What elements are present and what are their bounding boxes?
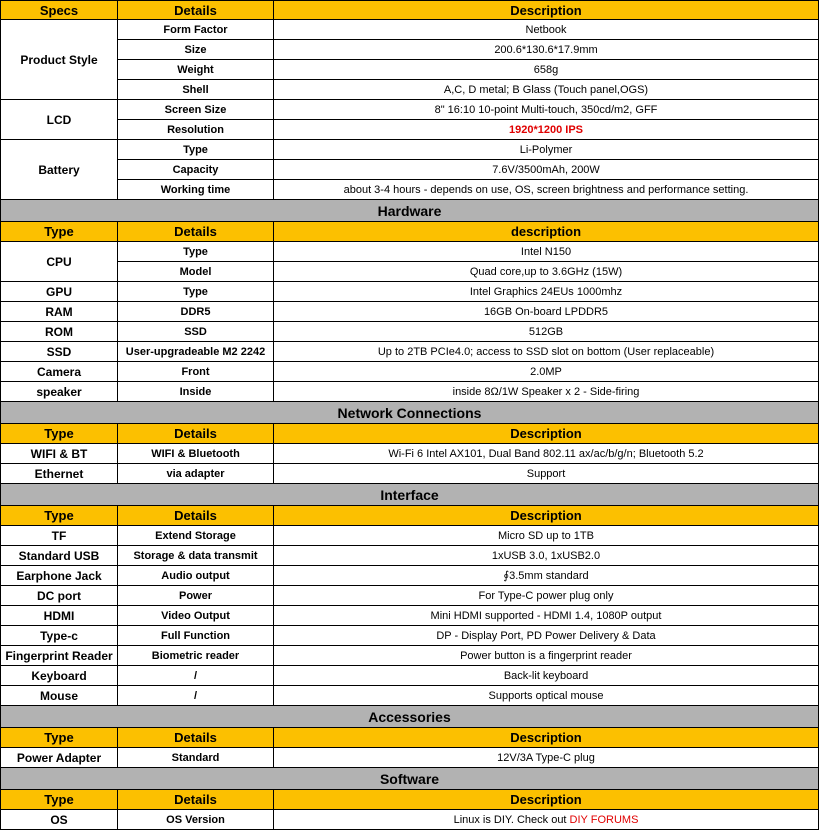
detail-cell: Audio output [118,566,274,586]
detail-cell: Resolution [118,120,274,140]
description-cell [274,810,819,830]
type-cell: DC port [1,586,118,606]
detail-cell: Capacity [118,160,274,180]
table-row [1,382,819,402]
detail-cell: Full Function [118,626,274,646]
header-row [1,1,819,20]
section-row [1,768,819,790]
description-cell: Quad core,up to 3.6GHz (15W) [274,262,819,282]
description-cell: 1xUSB 3.0, 1xUSB2.0 [274,546,819,566]
type-cell: speaker [1,382,118,402]
detail-cell: Type [118,140,274,160]
header-description: Description [274,790,819,810]
table-row [1,362,819,382]
header-description: description [274,222,819,242]
description-cell: 658g [274,60,819,80]
table-row [1,40,819,60]
description-cell: 512GB [274,322,819,342]
table-row [1,20,819,40]
detail-cell: Inside [118,382,274,402]
description-cell: Micro SD up to 1TB [274,526,819,546]
header-type: Type [1,790,118,810]
table-row [1,666,819,686]
detail-cell: Weight [118,60,274,80]
description-cell: Supports optical mouse [274,686,819,706]
description-cell: 16GB On-board LPDDR5 [274,302,819,322]
detail-cell: User-upgradeable M2 2242 [118,342,274,362]
description-cell: Support [274,464,819,484]
description-cell: DP - Display Port, PD Power Delivery & Data [274,626,819,646]
description-cell: 200.6*130.6*17.9mm [274,40,819,60]
table-row [1,100,819,120]
row-label-battery: Battery [1,140,118,200]
type-cell: TF [1,526,118,546]
section-title-software: Software [1,768,819,790]
table-row [1,646,819,666]
type-cell: Power Adapter [1,748,118,768]
detail-cell: DDR5 [118,302,274,322]
header-details: Details [118,790,274,810]
table-row [1,444,819,464]
diy-forums-link[interactable]: DIY FORUMS [569,813,639,826]
description-cell: Up to 2TB PCIe4.0; access to SSD slot on bottom (User replaceable) [274,342,819,362]
header-details: Details [118,1,274,20]
detail-cell: Power [118,586,274,606]
detail-cell: Standard [118,748,274,768]
detail-cell: Storage & data transmit [118,546,274,566]
description-cell: 2.0MP [274,362,819,382]
row-label-cpu: CPU [1,242,118,282]
description-cell: Power button is a fingerprint reader [274,646,819,666]
description-cell: Mini HDMI supported - HDMI 1.4, 1080P output [274,606,819,626]
header-description: Description [274,1,819,20]
detail-cell: Biometric reader [118,646,274,666]
detail-cell: Extend Storage [118,526,274,546]
header-row [1,222,819,242]
description-cell: 7.6V/3500mAh, 200W [274,160,819,180]
header-details: Details [118,728,274,748]
table-row [1,464,819,484]
table-row [1,586,819,606]
table-row [1,626,819,646]
type-cell: RAM [1,302,118,322]
type-cell: GPU [1,282,118,302]
section-title-accessories: Accessories [1,706,819,728]
header-row [1,790,819,810]
table-row [1,810,819,830]
header-type: Type [1,506,118,526]
header-details: Details [118,506,274,526]
header-row [1,728,819,748]
detail-cell: Shell [118,80,274,100]
header-type: Specs [1,1,118,20]
description-cell: Intel N150 [274,242,819,262]
table-row [1,302,819,322]
header-description: Description [274,506,819,526]
detail-cell: Type [118,282,274,302]
type-cell: HDMI [1,606,118,626]
type-cell: ROM [1,322,118,342]
header-row [1,506,819,526]
table-row [1,242,819,262]
type-cell: Mouse [1,686,118,706]
description-cell: about 3-4 hours - depends on use, OS, screen brightness and performance setting. [274,180,819,200]
description-cell: inside 8Ω/1W Speaker x 2 - Side-firing [274,382,819,402]
section-row [1,706,819,728]
header-type: Type [1,728,118,748]
table-row [1,120,819,140]
table-row [1,180,819,200]
section-title-network: Network Connections [1,402,819,424]
table-row [1,342,819,362]
description-cell: Li-Polymer [274,140,819,160]
header-details: Details [118,222,274,242]
table-row [1,546,819,566]
type-cell: Type-c [1,626,118,646]
detail-cell: Form Factor [118,20,274,40]
detail-cell: Size [118,40,274,60]
type-cell: Earphone Jack [1,566,118,586]
detail-cell: via adapter [118,464,274,484]
detail-cell: Video Output [118,606,274,626]
type-cell: Fingerprint Reader [1,646,118,666]
detail-cell: Model [118,262,274,282]
type-cell: SSD [1,342,118,362]
section-title-interface: Interface [1,484,819,506]
section-title-hardware: Hardware [1,200,819,222]
description-cell: For Type-C power plug only [274,586,819,606]
description-cell: Back-lit keyboard [274,666,819,686]
detail-cell: WIFI & Bluetooth [118,444,274,464]
table-row [1,262,819,282]
table-row [1,282,819,302]
detail-cell: Type [118,242,274,262]
type-cell: Ethernet [1,464,118,484]
detail-cell: / [118,666,274,686]
type-cell: Keyboard [1,666,118,686]
detail-cell: SSD [118,322,274,342]
detail-cell: OS Version [118,810,274,830]
resolution-value: 1920*1200 IPS [274,120,819,140]
description-cell: Intel Graphics 24EUs 1000mhz [274,282,819,302]
table-row [1,160,819,180]
section-row [1,200,819,222]
os-description-text: Linux is DIY. Check out [453,813,570,826]
type-cell: Standard USB [1,546,118,566]
row-label-lcd: LCD [1,100,118,140]
table-row [1,80,819,100]
table-row [1,322,819,342]
table-row [1,60,819,80]
detail-cell: Working time [118,180,274,200]
detail-cell: Front [118,362,274,382]
header-description: Description [274,424,819,444]
table-row [1,526,819,546]
table-row [1,606,819,626]
header-details: Details [118,424,274,444]
type-cell: Camera [1,362,118,382]
type-cell: OS [1,810,118,830]
table-row [1,686,819,706]
table-row [1,140,819,160]
header-description: Description [274,728,819,748]
description-cell: ∮3.5mm standard [274,566,819,586]
header-type: Type [1,222,118,242]
type-cell: WIFI & BT [1,444,118,464]
detail-cell: Screen Size [118,100,274,120]
header-row [1,424,819,444]
table-row [1,566,819,586]
description-cell: 12V/3A Type-C plug [274,748,819,768]
section-row [1,402,819,424]
description-cell: 8" 16:10 10-point Multi-touch, 350cd/m2, GFF [274,100,819,120]
section-row [1,484,819,506]
table-row [1,748,819,768]
description-cell: Netbook [274,20,819,40]
detail-cell: / [118,686,274,706]
description-cell: Wi-Fi 6 Intel AX101, Dual Band 802.11 ax/ac/b/g/n; Bluetooth 5.2 [274,444,819,464]
row-label-product-style: Product Style [1,20,118,100]
description-cell: A,C, D metal; B Glass (Touch panel,OGS) [274,80,819,100]
header-type: Type [1,424,118,444]
